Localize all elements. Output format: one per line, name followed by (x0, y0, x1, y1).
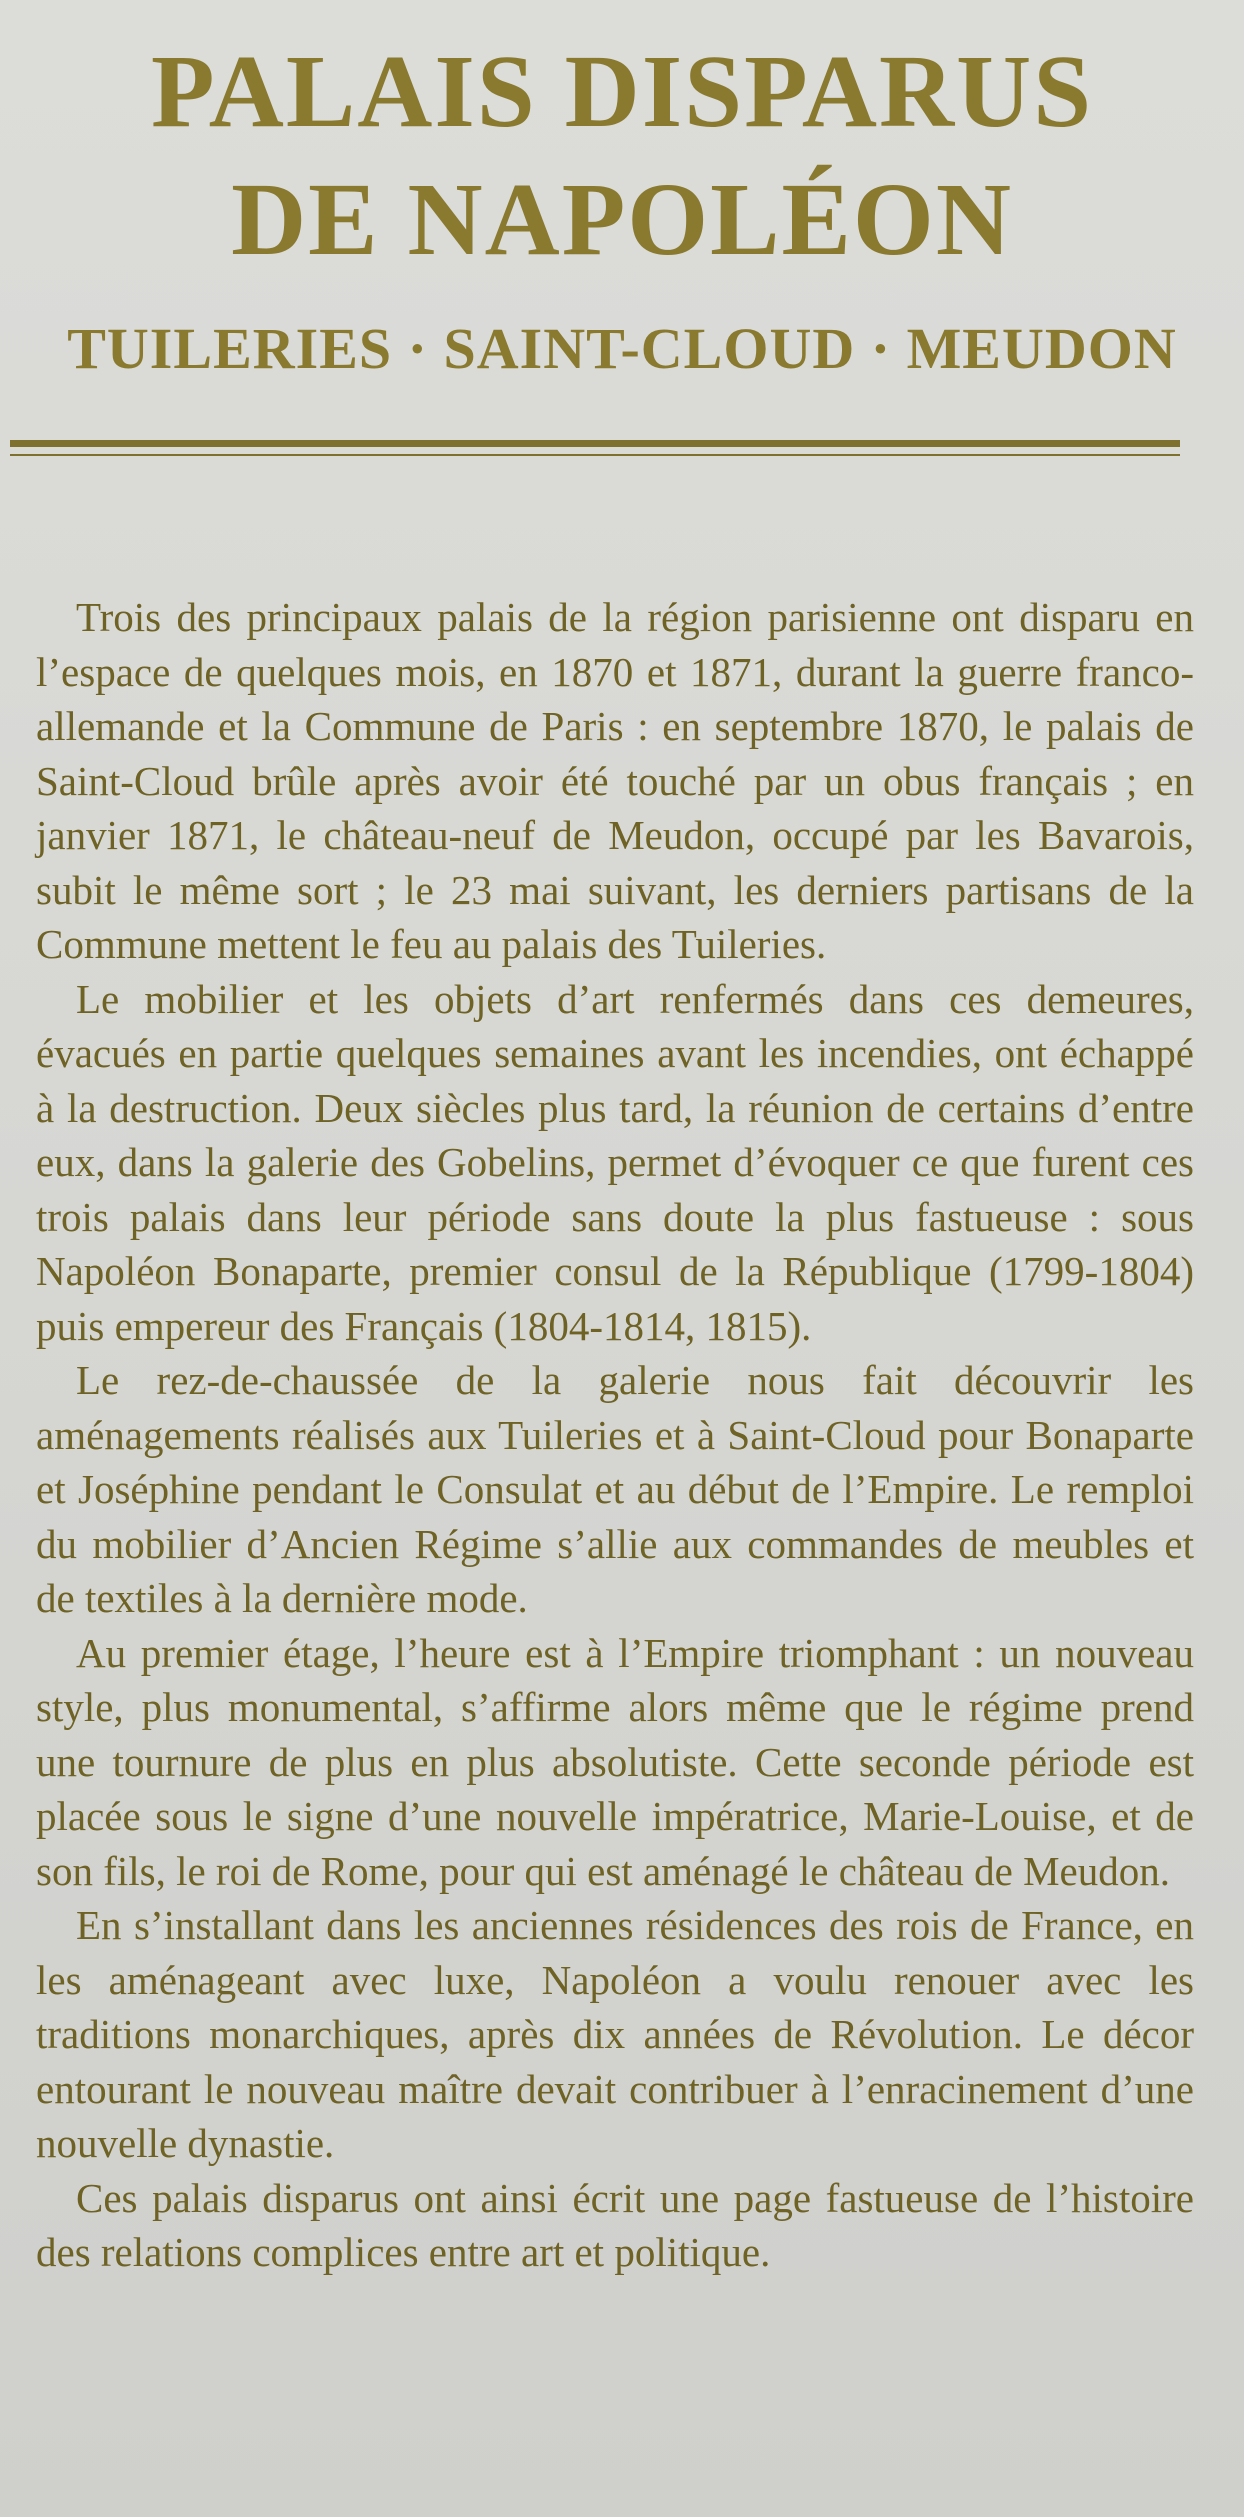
paragraph-2: Le mobilier et les objets d’art renfermés dans ces demeures, évacués en partie quelques semaines avant les incendies, ont échappé à la destruction. Deux siècles plus tard, la réunion de certains d’entre eux, dans la galerie des Gobelins, permet d’évoquer ce que furent ces trois palais dans leur période sans doute la plus fastueuse : sous Napoléon Bonaparte, premier consul de la République (1799-1804) puis empereur des Français (1804-1814, 1815). (36, 975, 1194, 1349)
paragraph-6: Ces palais disparus ont ainsi écrit une page fastueuse de l’histoire des relations complices entre art et politique. (36, 2174, 1194, 2275)
divider-thin (10, 454, 1180, 456)
paragraph-5: En s’installant dans les anciennes résidences des rois de France, en les aménageant avec luxe, Napoléon a voulu renouer avec les traditions monarchiques, après dix années de Révolution. Le décor entourant le nouveau maître devait contribuer à l’enracinement d’une nouvelle dynastie. (36, 1902, 1194, 2166)
divider-thick (10, 440, 1180, 447)
paragraph-1: Trois des principaux palais de la région parisienne ont disparu en l’espace de quelques mois, en 1870 et 1871, durant la guerre franco-allemande et la Commune de Paris : en septembre 1870, le palais de Saint-Cloud brûle après avoir été touché par un obus français ; en janvier 1871, le château-neuf de Meudon, occupé par les Bavarois, subit le même sort ; le 23 mai suivant, les derniers partisans de la Commune mettent le feu au palais des Tuileries. (36, 594, 1194, 967)
paragraph-4: Au premier étage, l’heure est à l’Empire triomphant : un nouveau style, plus monumental, s’affirme alors même que le régime prend une tournure de plus en plus absolutiste. Cette seconde période est placée sous le signe d’une nouvelle impératrice, Marie-Louise, et de son fils, le roi de Rome, pour qui est aménagé le château de Meudon. (36, 1629, 1194, 1894)
body-text (36, 590, 1194, 2280)
title-line-1: PALAIS DISPARUS (150, 34, 1094, 149)
subtitle: TUILERIES · SAINT-CLOUD · MEUDON (67, 316, 1177, 381)
paragraph-3: Le rez-de-chaussée de la galerie nous fait découvrir les aménagements réalisés aux Tuileries et à Saint-Cloud pour Bonaparte et Joséphine pendant le Consulat et au début de l’Empire. Le remploi du mobilier d’Ancien Régime s’allie aux commandes de meubles et de textiles à la dernière mode. (36, 1357, 1194, 1621)
title-line-2: DE NAPOLÉON (231, 162, 1013, 277)
